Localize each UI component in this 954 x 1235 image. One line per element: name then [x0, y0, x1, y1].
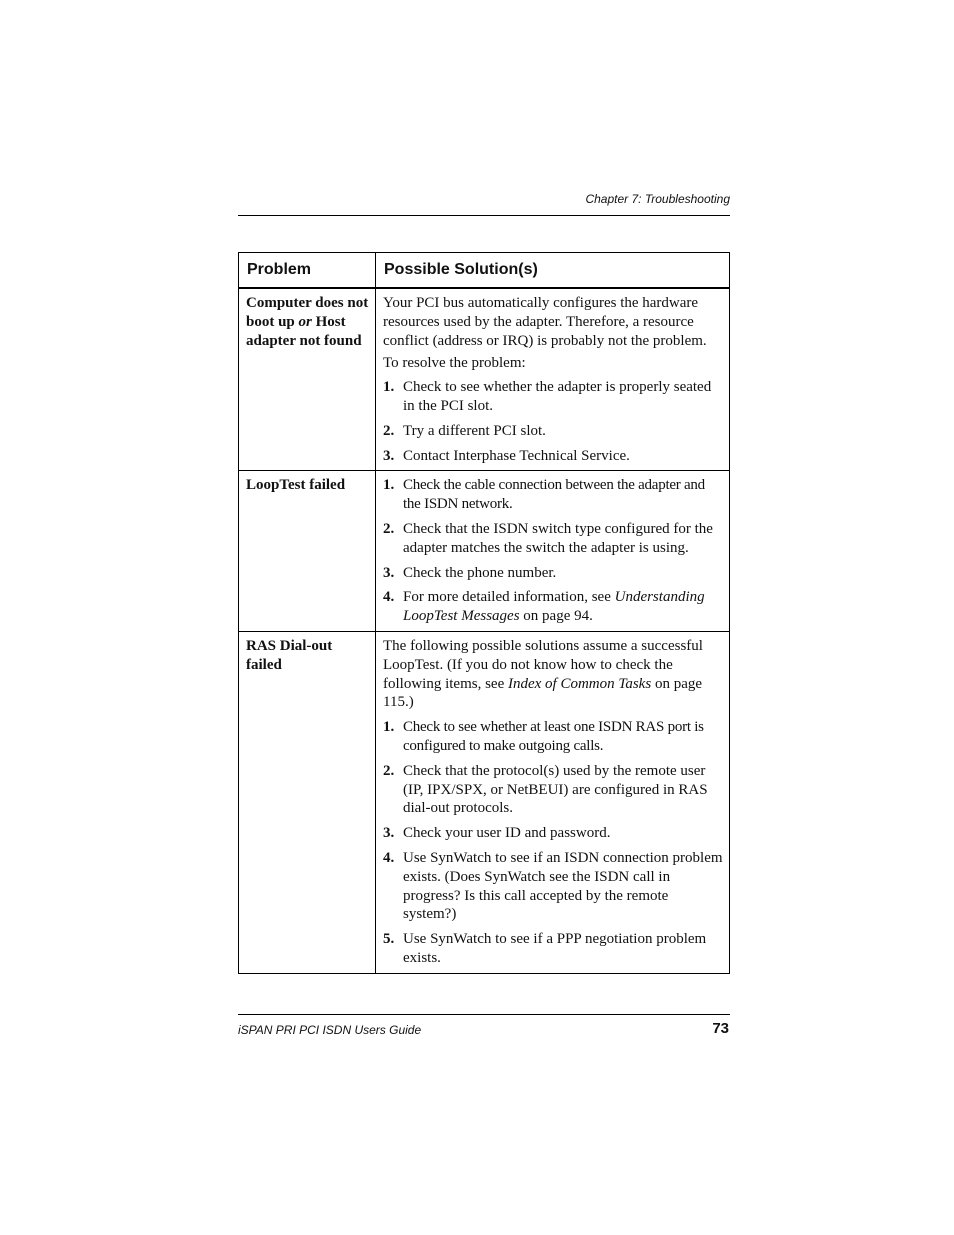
page-number: 73 [712, 1020, 729, 1037]
intro-text: The following possible solutions assume a successful LoopTest. (If you do not know how to check the following items, see [383, 637, 703, 692]
list-item [383, 447, 723, 466]
column-header-problem: Problem [239, 253, 376, 289]
running-head: Chapter 7: Troubleshooting [585, 192, 730, 206]
list-item [383, 849, 723, 924]
list-item [383, 762, 723, 818]
solution-intro [383, 637, 723, 712]
problem-cell: RAS Dial-out failed [239, 631, 376, 973]
step-text: Use SynWatch to see if an ISDN connection problem exists. (Does SynWatch see the ISDN call in progress? Is this call accepted by the remote system?) [403, 849, 723, 923]
step-number: 3. [383, 825, 395, 842]
solution-steps [383, 718, 723, 968]
problem-cell [239, 288, 376, 471]
table-row [239, 631, 730, 973]
list-item [383, 520, 723, 558]
table-header-row [239, 253, 730, 289]
step-text: Check to see whether the adapter is properly seated in the PCI slot. [403, 379, 712, 414]
step-number: 1. [383, 477, 395, 494]
column-header-solution: Possible Solution(s) [376, 253, 730, 289]
intro-text: on page 115.) [383, 675, 703, 711]
cross-reference: Understanding LoopTest Messages [403, 589, 705, 625]
step-text: Use SynWatch to see if a PPP negotiation problem exists. [403, 931, 707, 966]
footer-title: iSPAN PRI PCI ISDN Users Guide [238, 1023, 422, 1037]
footer-rule [238, 1014, 730, 1015]
solution-steps [383, 476, 723, 626]
list-item [383, 422, 723, 441]
step-text: Check the phone number. [403, 564, 557, 581]
problem-text: Computer does not boot up [246, 295, 369, 330]
problem-cell: LoopTest failed [239, 471, 376, 632]
list-item [383, 588, 723, 626]
step-number: 1. [383, 379, 395, 396]
step-text: Contact Interphase Technical Service. [403, 447, 630, 464]
step-number: 4. [383, 849, 395, 866]
step-number: 2. [383, 762, 395, 779]
cross-reference: Index of Common Tasks [507, 675, 652, 692]
step-number: 3. [383, 564, 395, 581]
step-text: For more detailed information, see [403, 589, 615, 606]
step-number: 4. [383, 589, 395, 606]
step-text: Check to see whether at least one ISDN RAS port is configured to make outgoing calls. [403, 719, 704, 754]
list-item [383, 564, 723, 583]
step-text: Check the cable connection between the adapter and the ISDN network. [403, 477, 705, 513]
step-text: Try a different PCI slot. [403, 422, 546, 439]
problem-text: Host adapter not found [246, 313, 362, 349]
header-rule [238, 215, 730, 216]
step-number: 3. [383, 447, 395, 464]
step-number: 5. [383, 931, 395, 948]
solution-intro: To resolve the problem: [383, 355, 526, 372]
list-item [383, 378, 723, 416]
table-row [239, 288, 730, 471]
list-item [383, 718, 723, 756]
step-number: 2. [383, 520, 395, 537]
solution-steps [383, 378, 723, 465]
list-item [383, 930, 723, 968]
table-row [239, 471, 730, 632]
step-text: on page 94. [519, 608, 593, 625]
step-text: Check that the protocol(s) used by the remote user (IP, IPX/SPX, or NetBEUI) are configured in RAS dial-out protocols. [403, 762, 708, 817]
list-item [383, 824, 723, 843]
solution-cell [376, 631, 730, 973]
step-number: 2. [383, 422, 395, 439]
solution-intro: Your PCI bus automatically configures the hardware resources used by the adapter. Therefore, a resource conflict (address or IRQ) is probably not the problem. [383, 295, 707, 349]
troubleshooting-table [238, 252, 730, 974]
solution-cell [376, 471, 730, 632]
list-item [383, 476, 723, 514]
problem-or: or [298, 313, 312, 330]
solution-cell [376, 288, 730, 471]
step-number: 1. [383, 719, 395, 736]
step-text: Check that the ISDN switch type configured for the adapter matches the switch the adapter is using. [403, 520, 713, 556]
step-text: Check your user ID and password. [403, 825, 611, 842]
